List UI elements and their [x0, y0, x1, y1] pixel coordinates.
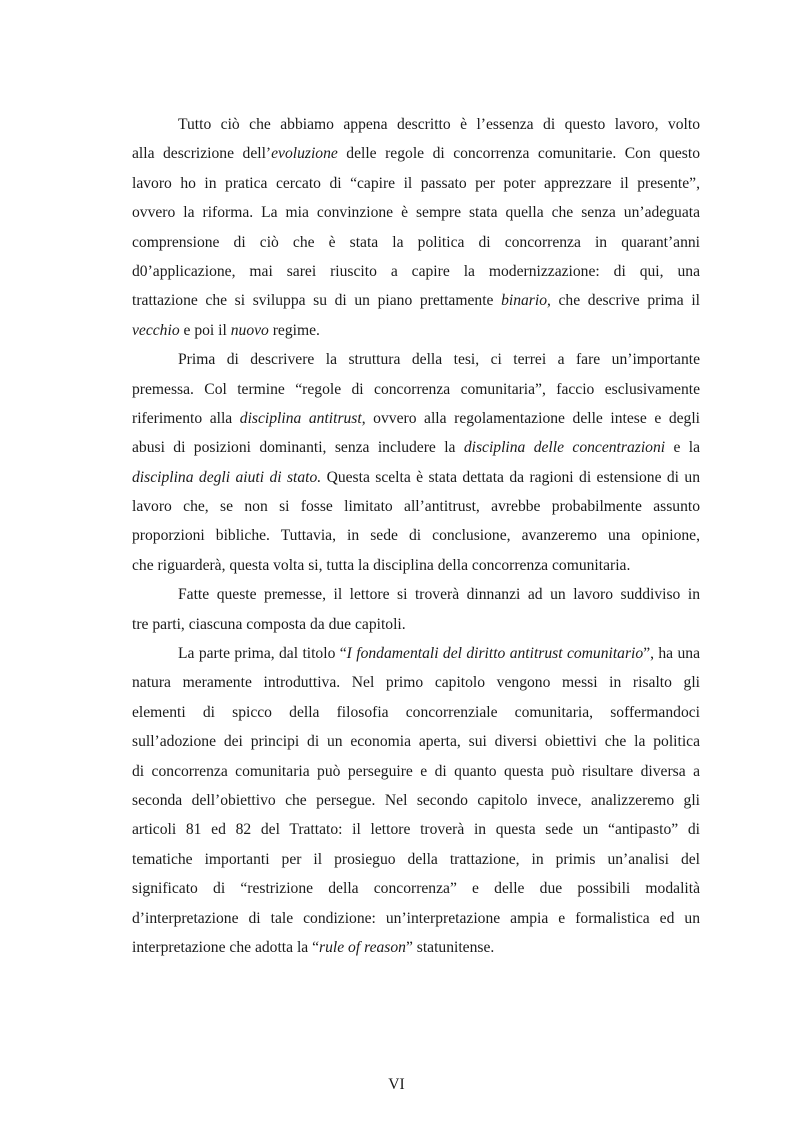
text-run: ovvero la riforma. La mia convinzione è sempre stata quella che senza un’adeguata — [132, 204, 700, 222]
text-line — [132, 345, 700, 374]
italic-text: nuovo — [230, 321, 269, 339]
text-line — [132, 463, 700, 492]
text-line — [132, 110, 700, 139]
paragraph — [132, 110, 700, 345]
text-run: regime. — [268, 321, 320, 339]
text-line — [132, 492, 700, 521]
italic-text: rule of reason — [319, 938, 406, 956]
text-run: di concorrenza comunitaria può perseguire e di quanto questa può risultare diversa a — [132, 762, 700, 780]
text-run: natura meramente introduttiva. Nel primo capitolo vengono messi in risalto gli — [132, 674, 700, 692]
text-line — [132, 874, 700, 903]
italic-text: vecchio — [132, 321, 180, 339]
text-run: d’interpretazione di tale condizione: un’interpretazione ampia e formalistica ed un — [132, 909, 700, 927]
text-run: elementi di spicco della filosofia concorrenziale comunitaria, soffermandoci — [132, 703, 700, 721]
italic-text: disciplina antitrust — [239, 409, 362, 427]
italic-text: evoluzione — [271, 145, 338, 163]
text-run: lavoro che, se non si fosse limitato all’antitrust, avrebbe probabilmente assunto — [132, 498, 700, 516]
text-line — [132, 727, 700, 756]
text-line — [132, 139, 700, 168]
text-run: Prima di descrivere la struttura della tesi, ci terrei a fare un’importante — [178, 351, 700, 369]
text-run: ”, ha una — [643, 645, 700, 663]
text-run: articoli 81 ed 82 del Trattato: il lettore troverà in questa sede un “antipasto” di — [132, 821, 700, 839]
text-line — [132, 639, 700, 668]
text-run: lavoro ho in pratica cercato di “capire il passato per poter apprezzare il presente”, — [132, 174, 700, 192]
body-text — [132, 110, 700, 962]
text-line — [132, 698, 700, 727]
text-run: premessa. Col termine “regole di concorrenza comunitaria”, faccio esclusivamente — [132, 380, 700, 398]
text-line — [132, 433, 700, 462]
text-run: e la — [665, 439, 700, 457]
page-number: VI — [388, 1076, 405, 1093]
text-line — [132, 933, 700, 962]
text-run: e poi il — [179, 321, 231, 339]
text-run: Tutto ciò che abbiamo appena descritto è l’essenza di questo lavoro, volto — [178, 116, 700, 133]
italic-text: I fondamentali del diritto antitrust comunitario — [346, 645, 644, 663]
italic-text: disciplina degli aiuti di stato. — [132, 468, 322, 486]
text-run: tre parti, ciascuna composta da due capitoli. — [132, 615, 406, 633]
text-run: alla descrizione dell’ — [132, 145, 272, 163]
text-run: che riguarderà, questa volta si, tutta la disciplina della concorrenza comunitaria. — [132, 556, 631, 574]
paragraph — [132, 580, 700, 639]
text-line — [132, 845, 700, 874]
paragraph — [132, 345, 700, 580]
text-line — [132, 668, 700, 697]
text-run: proporzioni bibliche. Tuttavia, in sede di conclusione, avanzeremo una opinione, — [132, 527, 700, 545]
text-run: abusi di posizioni dominanti, senza includere la — [132, 439, 464, 457]
text-run: riferimento alla — [132, 409, 240, 427]
text-run: , che descrive prima il — [547, 292, 700, 310]
text-run: d0’applicazione, mai sarei riuscito a capire la modernizzazione: di qui, una — [132, 262, 700, 280]
italic-text: disciplina delle concentrazioni — [463, 439, 666, 457]
text-run: Questa scelta è stata dettata da ragioni di estensione di un — [321, 468, 700, 486]
text-run: trattazione che si sviluppa su di un piano prettamente — [132, 292, 502, 310]
text-line — [132, 904, 700, 933]
text-run: significato di “restrizione della concorrenza” e delle due possibili modalità — [132, 880, 700, 898]
text-run: tematiche importanti per il prosieguo della trattazione, in primis un’analisi del — [132, 850, 700, 868]
text-line — [132, 169, 700, 198]
text-line — [132, 228, 700, 257]
text-run: La parte prima, dal titolo “ — [178, 645, 347, 663]
text-line — [132, 257, 700, 286]
text-line — [132, 198, 700, 227]
text-line — [132, 521, 700, 550]
text-run: interpretazione che adotta la “ — [132, 938, 320, 956]
text-run: Fatte queste premesse, il lettore si troverà dinnanzi ad un lavoro suddiviso in — [178, 586, 700, 604]
text-run: ” statunitense. — [405, 938, 495, 956]
text-line — [132, 757, 700, 786]
italic-text: binario — [501, 292, 547, 310]
text-line — [132, 580, 700, 609]
text-run: seconda dell’obiettivo che persegue. Nel secondo capitolo invece, analizzeremo gli — [132, 791, 700, 809]
text-line — [132, 815, 700, 844]
text-line — [132, 286, 700, 315]
text-line — [132, 375, 700, 404]
text-run: delle regole di concorrenza comunitarie. Con questo — [337, 145, 700, 163]
text-line — [132, 551, 700, 580]
text-line — [132, 316, 700, 345]
text-run: comprensione di ciò che è stata la politica di concorrenza in quarant’anni — [132, 233, 700, 251]
text-line — [132, 610, 700, 639]
text-line — [132, 404, 700, 433]
text-run: sull’adozione dei principi di un economia aperta, sui diversi obiettivi che la politica — [132, 733, 700, 751]
text-line — [132, 786, 700, 815]
text-run: , ovvero alla regolamentazione delle intese e degli — [361, 409, 700, 427]
paragraph — [132, 639, 700, 962]
